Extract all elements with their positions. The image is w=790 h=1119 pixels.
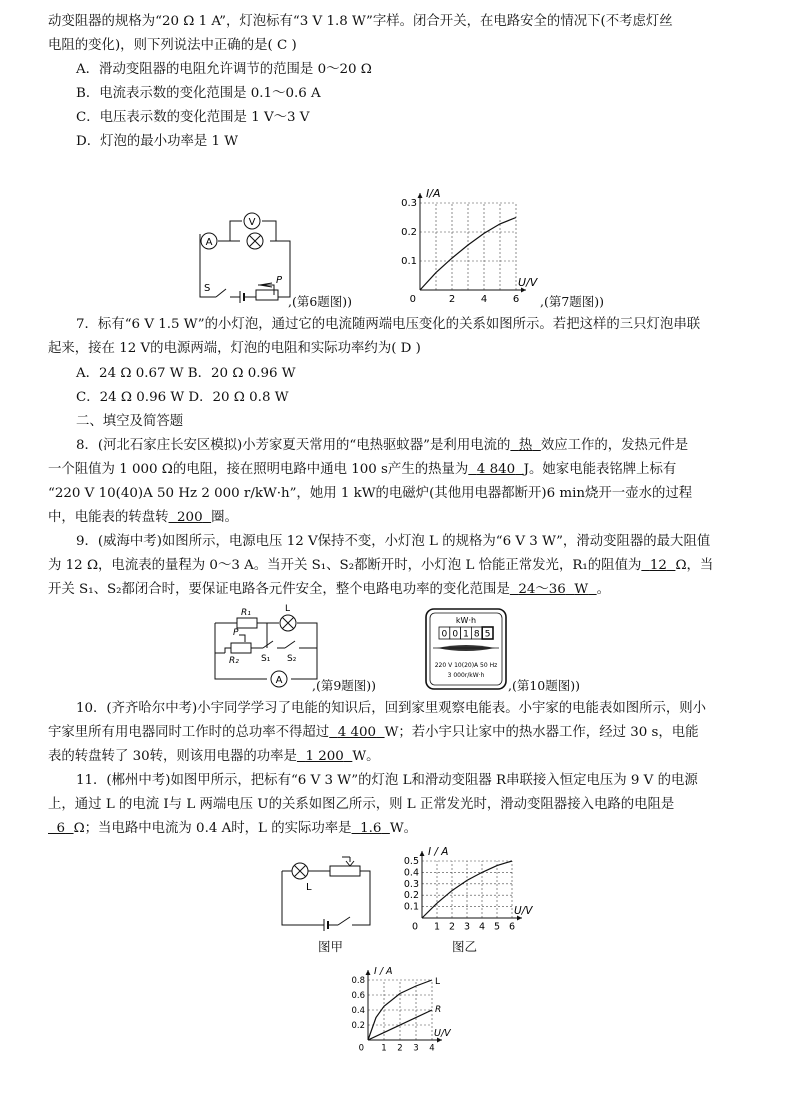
meter-digit: 0	[441, 629, 448, 640]
q8-answer-3: 200	[177, 510, 203, 525]
q9-line2: 为 12 Ω，电流表的量程为 0～3 A。当开关 S₁、S₂都断开时，小灯泡 L 恰能正常发光，R₁的阻值为 12 Ω，当	[48, 558, 714, 573]
q8-line2: 一个阻值为 1 000 Ω的电阻，接在照明电路中通电 100 s产生的热量为 4 840 J。她家电能表铭牌上标有	[48, 462, 677, 477]
x-tick-label: 2	[448, 294, 456, 305]
lamp-label: L	[306, 882, 312, 893]
y-tick-label: 0.3	[403, 878, 419, 890]
x-tick-label: 2	[397, 1043, 403, 1054]
q6-option-b: B．电流表示数的变化范围是 0.1～0.6 A	[76, 86, 321, 101]
y-axis-label: I/A	[426, 187, 441, 200]
fig7-caption: ,(第7题图))	[540, 294, 605, 309]
y-tick-label: 0.5	[403, 856, 419, 867]
meter-digit: 5	[484, 629, 491, 640]
x-tick-label: 6	[508, 921, 516, 933]
lamp-symbol	[280, 615, 296, 631]
fig11-yi-chart	[398, 846, 548, 936]
x-axis-label: U/V	[514, 905, 533, 917]
y-tick-label: 0.2	[401, 227, 417, 238]
fig7-chart	[400, 187, 550, 315]
x-tick-label: 1	[381, 1043, 387, 1054]
q8-answer-2: 4 840	[476, 462, 516, 477]
y-axis-arrow	[366, 970, 371, 975]
svg-text:V: V	[248, 217, 256, 228]
meter-constant: 3 000r/kW·h	[447, 672, 485, 679]
q8-line4: 中，电能表的转盘转 200 圈。	[48, 510, 238, 525]
y-axis-label: I / A	[374, 966, 393, 977]
x-tick-label: 5	[493, 921, 501, 933]
slider-label: P	[276, 275, 283, 286]
switch-label: S	[204, 283, 211, 294]
ammeter-symbol	[271, 671, 287, 687]
x-tick-label: 4	[480, 294, 488, 305]
y-tick-label: 0.2	[351, 1021, 365, 1031]
q7-options-ab: A．24 Ω 0.67 W B．20 Ω 0.96 W	[76, 366, 296, 381]
meter-digit: 8	[473, 629, 480, 640]
q11-line3: 6 Ω；当电路中电流为 0.4 A时，L 的实际功率是 1.6 W。	[48, 817, 748, 841]
q7-line1: 7．标有“6 V 1.5 W”的小灯泡，通过它的电流随两端电压变化的关系如图所示。若把这样的三只灯泡串联	[76, 317, 701, 332]
line-r-label: R	[435, 1005, 442, 1015]
q9-line3: 开关 S₁、S₂都闭合时，要保证电路各元件安全，整个电路电功率的变化范围是 24～36 W 。	[48, 582, 611, 597]
q8-answer-1: 热	[518, 438, 533, 453]
q11-line2: 上，通过 L 的电流 I与 L 两端电压 U的关系如图乙所示，则 L 正常发光时，滑动变阻器接入电路的电阻是	[48, 797, 675, 812]
fig6-caption: ,(第6题图))	[288, 294, 353, 309]
q11-line1: 11．(郴州中考)如图甲所示，把标有“6 V 3 W”的灯泡 L和滑动变阻器 R串联接入恒定电压为 9 V 的电源	[76, 773, 698, 788]
x-tick-label: 4	[429, 1043, 435, 1054]
y-tick-label: 0.3	[401, 198, 417, 209]
fig-lr-chart	[340, 962, 470, 1060]
origin-label: 0	[358, 1043, 364, 1054]
fig10-caption: ,(第10题图))	[508, 678, 581, 693]
y-tick-label: 0.8	[351, 976, 365, 986]
x-tick-label: 2	[448, 921, 456, 933]
fig11-jia-circuit	[270, 853, 380, 943]
y-tick-label: 0.4	[403, 867, 419, 879]
q9-answer-1: 12	[649, 558, 667, 573]
x-tick-label: 6	[512, 294, 520, 305]
r2-label: R₂	[229, 656, 239, 666]
q11-answer-1: 6	[56, 821, 66, 836]
q7-options-cd: C．24 Ω 0.96 W D．20 Ω 0.8 W	[76, 390, 289, 405]
y-tick-label: 0.1	[403, 901, 419, 913]
y-axis-label: I / A	[428, 846, 449, 858]
meter-rating: 220 V 10(20)A 50 Hz	[434, 662, 498, 669]
q6-line2: 电阻的变化)，则下列说法中正确的是( C )	[48, 38, 297, 53]
q6-option-a: A．滑动变阻器的电阻允许调节的范围是 0～20 Ω	[76, 62, 372, 77]
origin-label: 0	[411, 921, 418, 933]
lamp-label: L	[285, 604, 291, 614]
q6-option-d: D．灯泡的最小功率是 1 W	[76, 134, 239, 149]
lamp-symbol	[247, 233, 263, 249]
fig-jia-caption: 图甲	[318, 939, 344, 954]
fig10-meter	[425, 608, 507, 690]
meter-digit: 0	[452, 629, 459, 640]
fig9-circuit	[205, 605, 325, 693]
voltmeter-symbol	[244, 213, 260, 229]
q10-answer-2: 1 200	[305, 749, 344, 764]
q7-line2: 起来，接在 12 V的电源两端，灯泡的电阻和实际功率约为( D )	[48, 341, 421, 356]
ammeter-symbol	[201, 233, 217, 249]
q8-line1: 8．(河北石家庄长安区模拟)小芳家夏天常用的“电热驱蚊器”是利用电流的 热 效应工作的，发热元件是	[76, 438, 689, 453]
y-axis-arrow	[418, 193, 423, 198]
q11-answer-2: 1.6	[360, 821, 382, 836]
q8-line3: “220 V 10(40)A 50 Hz 2 000 r/kW·h”，她用 1 kW的电磁炉(其他用电器都断开)6 min烧开一壶水的过程	[48, 486, 693, 501]
grid	[368, 980, 432, 1040]
x-tick-label: 3	[463, 921, 471, 933]
grid	[422, 861, 512, 918]
y-tick-label: 0.2	[403, 890, 419, 902]
q10-line1: 10．(齐齐哈尔中考)小宇同学学习了电能的知识后，回到家里观察电能表。小宇家的电能表如图所示，则小	[76, 701, 707, 716]
q6-line1: 动变阻器的规格为“20 Ω 1 A”，灯泡标有“3 V 1.8 W”字样。闭合开关，在电路安全的情况下(不考虑灯丝	[48, 14, 673, 29]
fig6-circuit	[190, 205, 300, 305]
s1-label: S₁	[261, 654, 271, 664]
q6-option-c: C．电压表示数的变化范围是 1 V～3 V	[76, 110, 310, 125]
x-axis-label: U/V	[518, 276, 538, 289]
fig-yi-caption: 图乙	[452, 939, 478, 954]
fig9-caption: ,(第9题图))	[312, 678, 377, 693]
section-heading: 二、填空及简答题	[76, 414, 184, 429]
y-tick-label: 0.6	[351, 991, 365, 1001]
meter-digit: 1	[463, 629, 469, 640]
svg-text:A: A	[275, 675, 283, 686]
origin-label: 0	[409, 294, 416, 305]
q10-line2: 宇家里所有用电器同时工作时的总功率不得超过 4 400 W；若小宇只让家中的热水器工作，经过 30 s，电能	[48, 725, 699, 740]
x-axis-label: U/V	[434, 1028, 451, 1039]
slider-label: P	[233, 628, 239, 638]
q10-answer-1: 4 400	[337, 725, 377, 740]
y-tick-label: 0.1	[401, 256, 417, 267]
curve-l-label: L	[435, 977, 441, 987]
r1-label: R₁	[241, 608, 251, 618]
q9-line1: 9．(威海中考)如图所示，电源电压 12 V保持不变，小灯泡 L 的规格为“6 V 3 W”，滑动变阻器的最大阻值	[76, 534, 711, 549]
x-tick-label: 3	[413, 1043, 419, 1054]
y-tick-label: 0.4	[351, 1006, 365, 1016]
q9-answer-2: 24～36 W	[518, 582, 589, 597]
lamp-symbol	[292, 863, 308, 879]
x-tick-label: 4	[478, 921, 486, 933]
svg-text:A: A	[205, 237, 213, 248]
x-tick-label: 1	[433, 921, 441, 933]
meter-unit: kW·h	[455, 616, 477, 625]
s2-label: S₂	[287, 654, 297, 664]
grid	[420, 203, 516, 290]
y-axis-arrow	[420, 851, 425, 856]
q10-line3: 表的转盘转了 30转，则该用电器的功率是 1 200 W。	[48, 749, 380, 764]
